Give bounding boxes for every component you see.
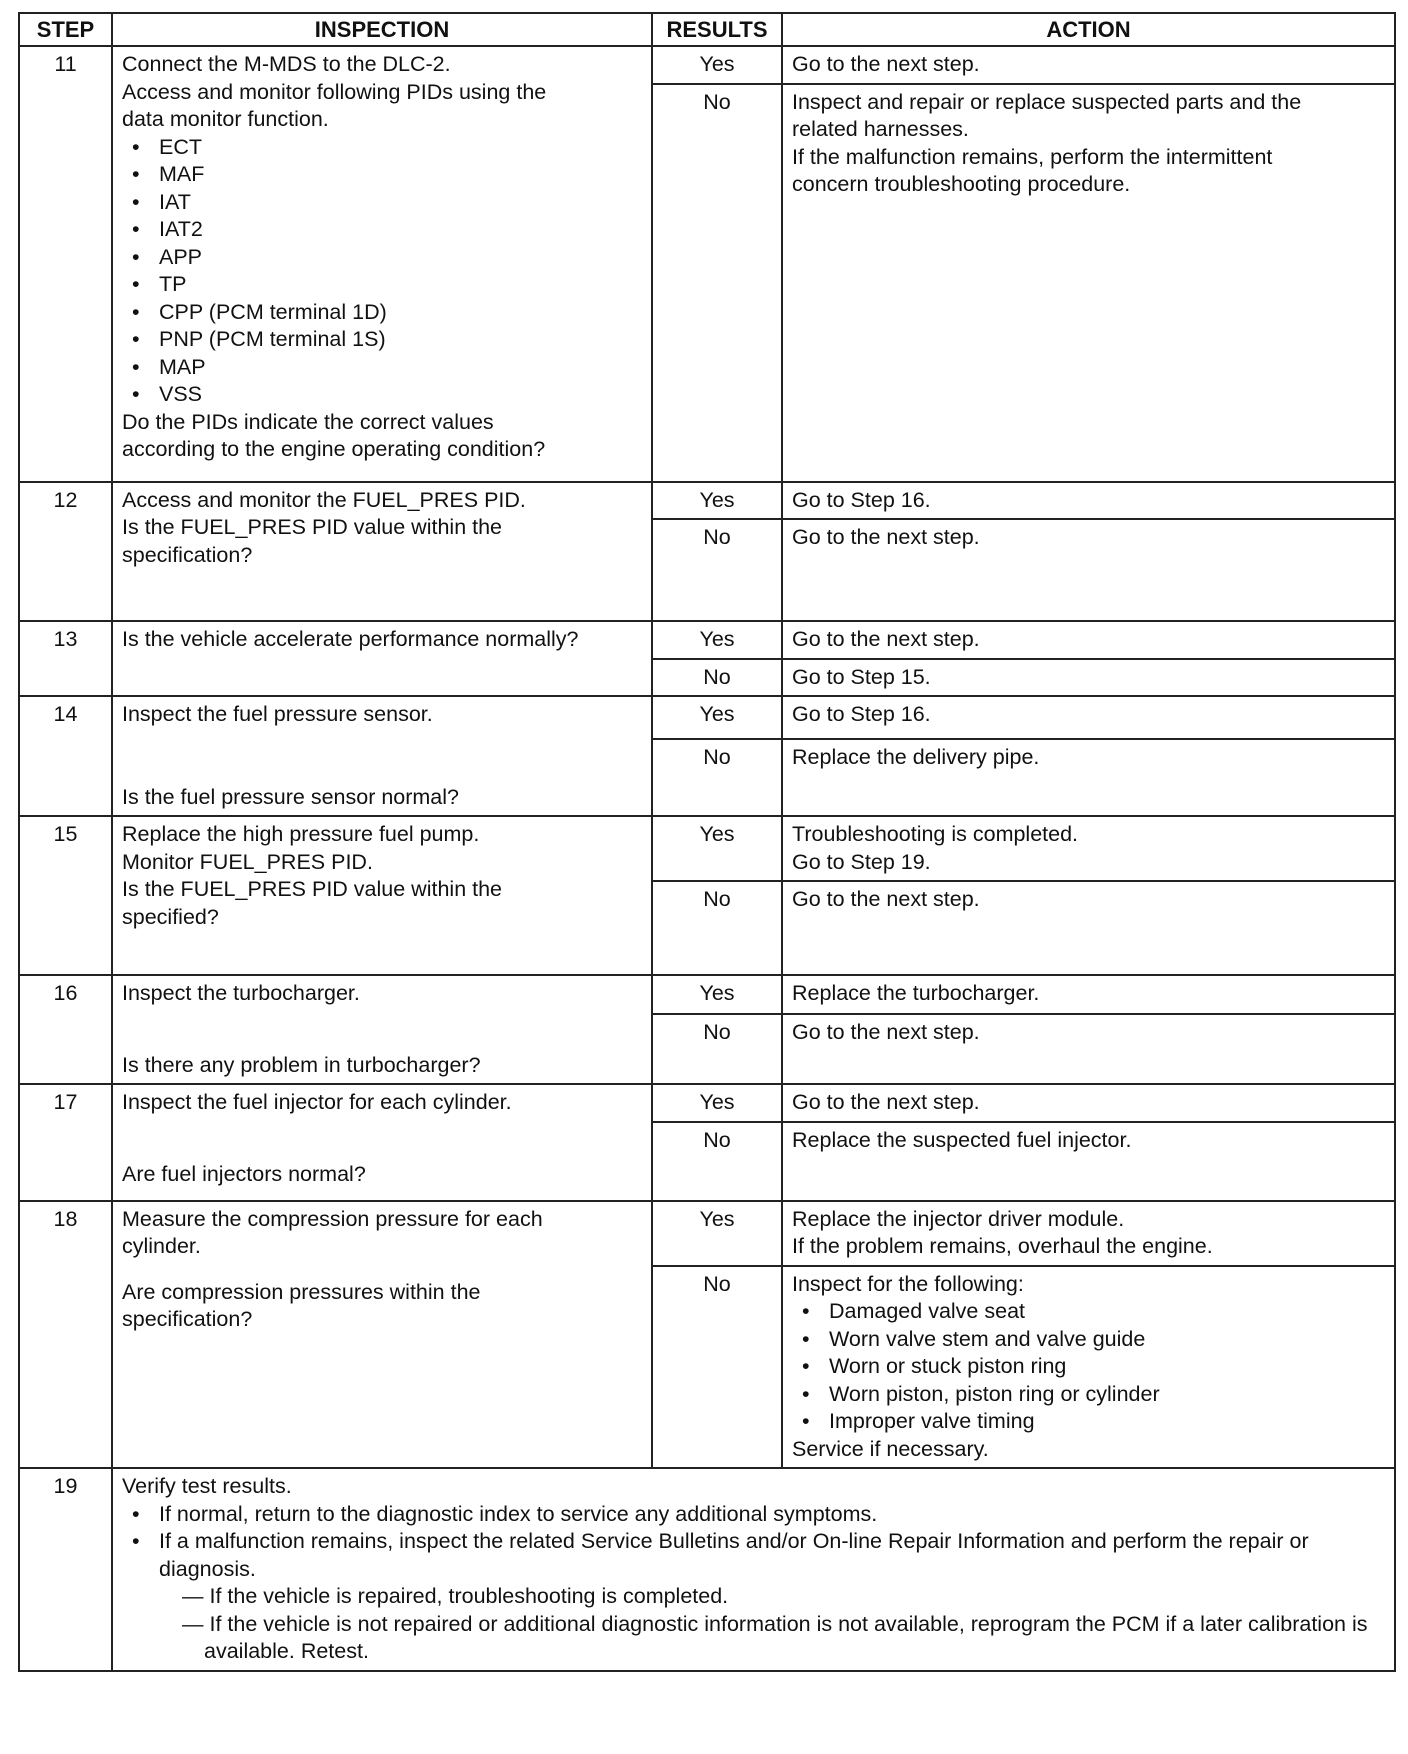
result-yes: Yes — [652, 46, 782, 84]
action-line: concern troubleshooting procedure. — [792, 172, 1131, 196]
result-yes: Yes — [652, 1201, 782, 1266]
action-no: Replace the suspected fuel injector. — [782, 1122, 1395, 1201]
pid-list — [122, 134, 642, 409]
inspect-list — [792, 1298, 1385, 1436]
diagnostic-table — [18, 12, 1396, 1672]
inspection-line: Is the FUEL_PRES PID value within the — [122, 515, 503, 539]
step-11-inspection — [112, 46, 652, 482]
pid-item: • CPP (PCM terminal 1D) — [122, 299, 642, 327]
result-no: No — [652, 519, 782, 621]
step-12-yes-row — [19, 482, 1395, 520]
header-inspection: INSPECTION — [112, 13, 652, 46]
inspection-line: Inspect the fuel injector for each cylinder. — [122, 1090, 512, 1114]
inspection-line: Are compression pressures within the — [122, 1279, 481, 1304]
result-yes: Yes — [652, 482, 782, 520]
step-number: 15 — [19, 816, 112, 975]
inspection-line: Access and monitor the FUEL_PRES PID. — [122, 487, 526, 512]
step-number: 13 — [19, 621, 112, 696]
step-number: 17 — [19, 1084, 112, 1201]
result-yes: Yes — [652, 696, 782, 739]
action-line: Inspect for the following: — [792, 1271, 1024, 1296]
step-18-inspection — [112, 1201, 652, 1469]
result-no: No — [652, 84, 782, 482]
inspection-line: Is the fuel pressure sensor normal? — [122, 784, 459, 809]
result-no: No — [652, 659, 782, 697]
inspect-item: • Worn valve stem and valve guide — [792, 1326, 1385, 1354]
pid-item: • IAT — [122, 189, 642, 217]
action-line: Replace the injector driver module. — [792, 1206, 1125, 1231]
step-19-row — [19, 1468, 1395, 1671]
inspection-line: Monitor FUEL_PRES PID. — [122, 849, 373, 874]
verify-list — [122, 1501, 1385, 1584]
step-18-yes-row — [19, 1201, 1395, 1266]
action-line: If the malfunction remains, perform the intermittent — [792, 144, 1273, 169]
pid-item: • PNP (PCM terminal 1S) — [122, 326, 642, 354]
result-no: No — [652, 881, 782, 975]
result-yes: Yes — [652, 975, 782, 1014]
verify-item: • If a malfunction remains, inspect the related Service Bulletins and/or On-line Repair Information and perform the repair or diagnosis. — [122, 1528, 1385, 1583]
header-row — [19, 13, 1395, 46]
inspection-line: Replace the high pressure fuel pump. — [122, 822, 480, 846]
inspection-line: Is the vehicle accelerate performance normally? — [122, 627, 579, 651]
pid-item: • MAP — [122, 354, 642, 382]
step-15-inspection — [112, 816, 652, 975]
action-yes: Go to the next step. — [782, 46, 1395, 84]
pid-item: • MAF — [122, 161, 642, 189]
step-number: 14 — [19, 696, 112, 816]
header-action: ACTION — [782, 13, 1395, 46]
action-no: Go to Step 15. — [782, 659, 1395, 697]
action-no: Go to the next step. — [782, 881, 1395, 975]
action-no — [782, 1266, 1395, 1469]
action-no: Go to the next step. — [782, 519, 1395, 621]
result-no: No — [652, 739, 782, 816]
pid-item: • APP — [122, 244, 642, 272]
step-number: 11 — [19, 46, 112, 482]
result-no: No — [652, 1122, 782, 1201]
step-11-yes-row — [19, 46, 1395, 84]
action-no — [782, 84, 1395, 482]
header-step: STEP — [19, 13, 112, 46]
step-12-inspection — [112, 482, 652, 622]
step-16-yes-row — [19, 975, 1395, 1014]
inspection-line: Verify test results. — [122, 1474, 292, 1498]
action-no: Go to the next step. — [782, 1014, 1395, 1084]
step-13-yes-row — [19, 621, 1395, 659]
inspection-line: specification? — [122, 542, 253, 567]
pid-item: • TP — [122, 271, 642, 299]
step-16-inspection — [112, 975, 652, 1084]
action-yes: Go to the next step. — [782, 621, 1395, 659]
action-yes: Go to Step 16. — [782, 482, 1395, 520]
inspect-item: • Improper valve timing — [792, 1408, 1385, 1436]
result-no: No — [652, 1266, 782, 1469]
action-yes: Go to Step 16. — [782, 696, 1395, 739]
step-14-inspection — [112, 696, 652, 816]
step-13-inspection — [112, 621, 652, 696]
inspection-line: Are fuel injectors normal? — [122, 1161, 366, 1186]
action-line: If the problem remains, overhaul the engine. — [792, 1234, 1213, 1258]
inspection-line: specified? — [122, 904, 219, 929]
step-14-yes-row — [19, 696, 1395, 739]
action-yes: Replace the turbocharger. — [782, 975, 1395, 1014]
inspection-line: data monitor function. — [122, 107, 329, 131]
verify-item: • If normal, return to the diagnostic index to service any additional symptoms. — [122, 1501, 1385, 1529]
inspection-line: cylinder. — [122, 1234, 201, 1258]
inspection-line: Connect the M-MDS to the DLC-2. — [122, 52, 451, 76]
inspect-item: • Worn piston, piston ring or cylinder — [792, 1381, 1385, 1409]
pid-item: • ECT — [122, 134, 642, 162]
action-line: Troubleshooting is completed. — [792, 822, 1079, 846]
inspection-line: Do the PIDs indicate the correct values — [122, 409, 494, 434]
inspection-line: Is the FUEL_PRES PID value within the — [122, 877, 503, 901]
step-number: 19 — [19, 1468, 112, 1671]
step-number: 12 — [19, 482, 112, 622]
action-line: Inspect and repair or replace suspected parts and the — [792, 89, 1302, 114]
inspect-item: • Damaged valve seat — [792, 1298, 1385, 1326]
inspect-item: • Worn or stuck piston ring — [792, 1353, 1385, 1381]
step-number: 16 — [19, 975, 112, 1084]
step-19-inspection — [112, 1468, 1395, 1671]
verify-sublist — [122, 1583, 1385, 1666]
header-results: RESULTS — [652, 13, 782, 46]
action-line: Service if necessary. — [792, 1436, 989, 1461]
inspection-line: Inspect the fuel pressure sensor. — [122, 702, 433, 726]
action-yes — [782, 1201, 1395, 1266]
step-17-inspection — [112, 1084, 652, 1201]
step-17-yes-row — [19, 1084, 1395, 1122]
inspection-line: Access and monitor following PIDs using the — [122, 79, 547, 104]
pid-item: • IAT2 — [122, 216, 642, 244]
action-yes: Go to the next step. — [782, 1084, 1395, 1122]
result-yes: Yes — [652, 621, 782, 659]
result-no: No — [652, 1014, 782, 1084]
action-line: related harnesses. — [792, 117, 969, 141]
inspection-line: Measure the compression pressure for each — [122, 1206, 543, 1231]
action-yes — [782, 816, 1395, 881]
action-line: Go to Step 19. — [792, 849, 931, 874]
verify-subitem: — If the vehicle is not repaired or additional diagnostic information is not available, reprogram the PCM if a later calibration is available. Retest. — [182, 1611, 1368, 1663]
inspection-line: Is there any problem in turbocharger? — [122, 1052, 481, 1077]
inspection-line: specification? — [122, 1307, 253, 1331]
result-yes: Yes — [652, 816, 782, 881]
result-yes: Yes — [652, 1084, 782, 1122]
verify-subitem: — If the vehicle is repaired, troubleshooting is completed. — [182, 1584, 729, 1608]
action-no: Replace the delivery pipe. — [782, 739, 1395, 816]
pid-item: • VSS — [122, 381, 642, 409]
step-15-yes-row — [19, 816, 1395, 881]
inspection-line: Inspect the turbocharger. — [122, 981, 360, 1005]
step-number: 18 — [19, 1201, 112, 1469]
inspection-line: according to the engine operating condition? — [122, 437, 546, 461]
